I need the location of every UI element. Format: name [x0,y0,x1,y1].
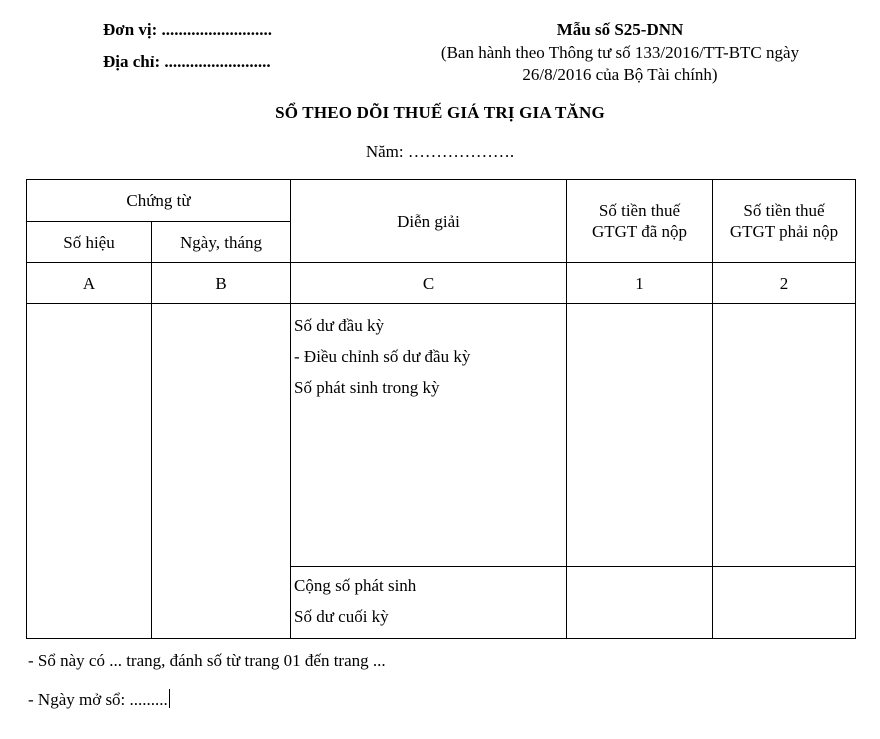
vat-payable-footer-cell [713,567,856,639]
decree-line-2: 26/8/2016 của Bộ Tài chính) [522,65,718,84]
doc-date-cell [152,304,291,639]
form-code: Mẫu số S25-DNN [556,20,684,39]
column-code-a: A [27,263,152,304]
vat-paid-header [567,180,713,263]
vat-paid-header-line-1: Số tiền thuế [598,201,681,220]
text-cursor [169,689,170,708]
vat-payable-header-line-1: Số tiền thuế [743,201,825,220]
vat-paid-body-cell [567,304,713,567]
closing-balance-label: Số dư cuối kỳ [294,607,389,626]
page-count-note: - Sổ này có ... trang, đánh số từ trang 01 đến trang ... [28,651,386,670]
open-date-note[interactable] [28,689,170,710]
doc-date-header: Ngày, tháng [152,222,291,263]
doc-number-cell [27,304,152,639]
column-code-c: C [291,263,567,304]
vat-paid-header-line-2: GTGT đã nộp [591,222,688,241]
unit-label: Đơn vị: .......................... [103,20,273,39]
vat-payable-header [713,180,856,263]
column-code-2: 2 [713,263,856,304]
vat-paid-footer-cell [567,567,713,639]
column-code-1: 1 [567,263,713,304]
description-header: Diễn giải [291,180,567,263]
voucher-group-header: Chứng từ [27,180,291,222]
decree-reference [400,42,840,86]
period-activity-label: Số phát sinh trong kỳ [294,378,440,397]
vat-payable-header-line-2: GTGT phải nộp [729,222,839,241]
total-activity-label: Cộng số phát sinh [294,576,417,595]
open-date-text: - Ngày mở sổ: ......... [28,690,168,709]
ledger-title: SỔ THEO DÕI THUẾ GIÁ TRỊ GIA TĂNG [275,103,605,122]
vat-ledger-table [26,179,856,639]
decree-line-1: (Ban hành theo Thông tư số 133/2016/TT-BTC ngày [440,43,800,62]
opening-balance-label: Số dư đầu kỳ [294,316,384,335]
address-label: Địa chỉ: ......................... [103,52,271,71]
opening-adjustment-label: - Điều chỉnh số dư đầu kỳ [294,347,471,366]
vat-payable-body-cell [713,304,856,567]
description-footer-cell [291,567,567,639]
year-line: Năm: ………………. [365,142,515,161]
column-code-b: B [152,263,291,304]
description-body-cell [291,304,567,567]
doc-number-header: Số hiệu [27,222,152,263]
